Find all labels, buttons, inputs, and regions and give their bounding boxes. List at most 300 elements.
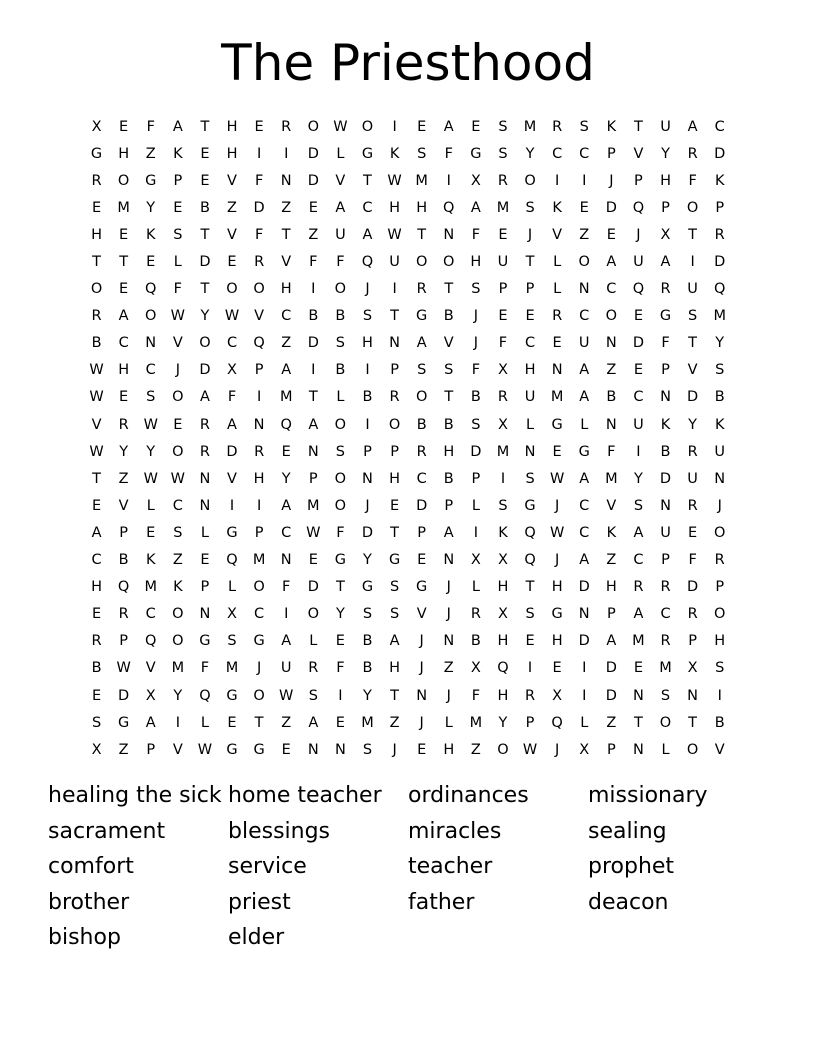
- grid-letter: F: [444, 145, 453, 162]
- grid-letter: D: [578, 633, 590, 650]
- grid-letter: H: [389, 660, 401, 677]
- grid-letter: L: [580, 416, 589, 433]
- grid-letter: K: [389, 145, 400, 162]
- grid-letter: W: [170, 308, 185, 325]
- grid-letter: N: [307, 443, 319, 460]
- grid-letter: C: [552, 145, 563, 162]
- grid-letter: E: [552, 335, 562, 352]
- grid-letter: X: [227, 606, 237, 623]
- grid-letter: P: [417, 524, 427, 541]
- grid-letter: P: [200, 579, 210, 596]
- grid-letter: D: [687, 389, 699, 406]
- grid-letter: O: [334, 470, 347, 487]
- grid-letter: O: [686, 741, 699, 758]
- grid-letter: M: [279, 389, 293, 406]
- grid-letter: Q: [713, 281, 726, 298]
- grid-letter: J: [419, 714, 424, 731]
- grid-letter: I: [473, 524, 478, 541]
- grid-letter: Q: [199, 687, 211, 704]
- grid-letter: N: [443, 226, 455, 243]
- grid-letter: X: [470, 552, 481, 569]
- grid-letter: J: [446, 687, 451, 704]
- grid-letter: T: [633, 118, 643, 135]
- grid-letter: U: [280, 660, 292, 677]
- grid-letter: A: [606, 633, 617, 650]
- grid-letter: T: [119, 254, 129, 271]
- word-list-item: missionary: [588, 783, 708, 808]
- grid-letter: C: [118, 335, 129, 352]
- grid-letter: Q: [632, 199, 645, 216]
- grid-row: [83, 519, 735, 546]
- grid-row: [83, 330, 735, 357]
- grid-letter: U: [578, 335, 590, 352]
- grid-letter: O: [90, 281, 103, 298]
- grid-letter: B: [91, 335, 102, 352]
- grid-letter: C: [714, 118, 725, 135]
- grid-letter: E: [552, 443, 562, 460]
- grid-letter: A: [579, 389, 590, 406]
- grid-letter: T: [92, 470, 101, 487]
- grid-letter: O: [117, 172, 130, 189]
- grid-letter: G: [416, 308, 428, 325]
- grid-letter: N: [416, 687, 428, 704]
- grid-letter: C: [606, 281, 617, 298]
- grid-row: [83, 574, 735, 601]
- grid-letter: D: [307, 579, 319, 596]
- grid-letter: F: [200, 660, 210, 677]
- grid-letter: Q: [497, 660, 509, 677]
- grid-letter: E: [146, 254, 156, 271]
- grid-letter: U: [633, 416, 644, 433]
- grid-letter: E: [552, 660, 562, 677]
- grid-letter: P: [146, 741, 156, 758]
- grid-letter: A: [687, 118, 698, 135]
- grid-letter: Y: [661, 145, 670, 162]
- grid-letter: I: [582, 687, 587, 704]
- grid-letter: T: [688, 226, 698, 243]
- grid-letter: N: [199, 606, 211, 623]
- grid-letter: F: [282, 579, 291, 596]
- grid-letter: W: [387, 226, 402, 243]
- grid-letter: O: [253, 281, 265, 298]
- grid-letter: X: [687, 660, 698, 677]
- grid-letter: W: [387, 172, 402, 189]
- grid-letter: O: [524, 172, 536, 189]
- grid-letter: D: [659, 470, 672, 487]
- grid-letter: S: [498, 118, 508, 135]
- grid-letter: M: [361, 714, 374, 731]
- grid-letter: C: [226, 335, 238, 352]
- grid-letter: H: [470, 254, 482, 271]
- grid-letter: C: [524, 335, 536, 352]
- grid-letter: D: [632, 335, 644, 352]
- grid-letter: R: [470, 606, 481, 623]
- grid-letter: X: [497, 416, 508, 433]
- grid-letter: P: [661, 362, 670, 379]
- grid-letter: V: [714, 741, 725, 758]
- grid-letter: H: [91, 226, 102, 243]
- grid-letter: G: [659, 308, 672, 325]
- grid-letter: F: [688, 552, 697, 569]
- grid-letter: S: [91, 714, 102, 731]
- grid-letter: B: [470, 633, 481, 650]
- grid-letter: Q: [551, 714, 563, 731]
- grid-letter: M: [713, 308, 726, 325]
- grid-letter: R: [118, 416, 129, 433]
- grid-letter: I: [446, 172, 451, 189]
- grid-letter: R: [199, 416, 210, 433]
- grid-row: [83, 709, 735, 736]
- grid-letter: V: [687, 362, 698, 379]
- grid-letter: C: [281, 308, 292, 325]
- word-list-item: home teacher: [228, 783, 382, 808]
- grid-letter: L: [200, 524, 209, 541]
- grid-letter: A: [633, 606, 644, 623]
- grid-letter: V: [118, 497, 129, 514]
- grid-letter: F: [173, 281, 182, 298]
- grid-letter: H: [226, 145, 238, 162]
- grid-letter: J: [527, 226, 533, 243]
- grid-letter: L: [146, 497, 155, 514]
- grid-letter: H: [389, 199, 401, 216]
- grid-letter: D: [605, 687, 617, 704]
- grid-letter: E: [227, 254, 237, 271]
- grid-letter: F: [336, 660, 345, 677]
- grid-letter: E: [633, 308, 643, 325]
- grid-letter: L: [173, 254, 182, 271]
- grid-letter: W: [279, 687, 294, 704]
- grid-letter: X: [227, 362, 237, 379]
- grid-letter: T: [335, 579, 345, 596]
- word-list: [48, 778, 788, 956]
- grid-letter: E: [173, 199, 183, 216]
- grid-letter: Q: [280, 416, 292, 433]
- grid-letter: R: [525, 687, 536, 704]
- grid-letter: O: [605, 308, 618, 325]
- grid-letter: D: [307, 172, 319, 189]
- grid-letter: P: [634, 172, 643, 189]
- grid-letter: I: [527, 660, 533, 677]
- grid-letter: U: [687, 470, 698, 487]
- grid-letter: W: [89, 389, 104, 406]
- grid-letter: T: [308, 389, 318, 406]
- grid-letter: E: [525, 308, 535, 325]
- grid-letter: X: [470, 660, 481, 677]
- grid-letter: H: [389, 470, 401, 487]
- grid-letter: I: [175, 714, 180, 731]
- grid-letter: C: [145, 606, 156, 623]
- grid-letter: I: [365, 416, 370, 433]
- grid-letter: B: [714, 389, 725, 406]
- grid-letter: E: [579, 199, 589, 216]
- grid-letter: M: [632, 633, 645, 650]
- grid-letter: R: [199, 443, 210, 460]
- grid-letter: T: [200, 281, 210, 298]
- grid-letter: E: [254, 118, 264, 135]
- grid-letter: H: [416, 199, 428, 216]
- grid-letter: I: [338, 687, 343, 704]
- grid-letter: Z: [579, 226, 590, 243]
- grid-letter: R: [687, 497, 698, 514]
- grid-letter: F: [607, 443, 616, 460]
- grid-letter: W: [89, 362, 104, 379]
- grid-letter: O: [388, 416, 401, 433]
- grid-letter: P: [606, 741, 616, 758]
- grid-letter: U: [389, 254, 400, 271]
- grid-letter: E: [471, 118, 481, 135]
- grid-letter: Y: [363, 687, 372, 704]
- grid-letter: P: [119, 633, 129, 650]
- grid-letter: N: [660, 389, 671, 406]
- grid-letter: O: [172, 633, 184, 650]
- grid-letter: T: [390, 687, 399, 704]
- grid-letter: J: [636, 226, 641, 243]
- grid-row: [83, 140, 735, 167]
- grid-letter: Y: [146, 199, 156, 216]
- grid-letter: J: [256, 660, 262, 677]
- grid-letter: G: [199, 633, 211, 650]
- grid-letter: E: [335, 633, 345, 650]
- grid-letter: N: [578, 281, 590, 298]
- grid-letter: O: [578, 254, 590, 271]
- grid-letter: E: [200, 552, 210, 569]
- grid-row: [83, 655, 735, 682]
- grid-letter: A: [579, 362, 590, 379]
- grid-letter: A: [308, 714, 319, 731]
- grid-letter: M: [496, 443, 510, 460]
- grid-letter: P: [254, 524, 264, 541]
- grid-letter: X: [579, 741, 590, 758]
- grid-letter: N: [443, 633, 455, 650]
- grid-letter: M: [469, 714, 483, 731]
- grid-letter: B: [362, 633, 373, 650]
- grid-letter: S: [335, 335, 345, 352]
- grid-letter: V: [335, 172, 346, 189]
- grid-letter: H: [443, 443, 455, 460]
- page-title: The Priesthood: [221, 34, 595, 92]
- grid-letter: S: [362, 308, 373, 325]
- grid-letter: E: [389, 497, 400, 514]
- grid-letter: M: [659, 660, 672, 677]
- grid-letter: P: [606, 145, 616, 162]
- grid-letter: N: [280, 552, 292, 569]
- word-list-item: father: [408, 889, 475, 915]
- grid-letter: R: [660, 579, 671, 596]
- grid-letter: K: [714, 416, 725, 433]
- grid-letter: K: [714, 172, 725, 189]
- grid-letter: V: [227, 172, 237, 189]
- grid-letter: K: [173, 579, 183, 596]
- grid-letter: J: [555, 552, 560, 569]
- grid-letter: V: [172, 741, 183, 758]
- word-list-item: teacher: [408, 854, 493, 879]
- grid-letter: P: [688, 633, 697, 650]
- grid-letter: U: [335, 226, 346, 243]
- grid-letter: Q: [253, 335, 265, 352]
- grid-letter: N: [660, 497, 671, 514]
- grid-letter: B: [335, 362, 346, 379]
- grid-row: [83, 411, 735, 438]
- grid-letter: J: [175, 362, 180, 379]
- grid-letter: L: [526, 416, 535, 433]
- grid-letter: Y: [715, 335, 725, 352]
- grid-row: [83, 601, 735, 628]
- grid-letter: A: [606, 254, 617, 271]
- grid-letter: B: [606, 389, 617, 406]
- grid-letter: K: [173, 145, 183, 162]
- grid-letter: E: [119, 226, 129, 243]
- grid-letter: N: [605, 335, 617, 352]
- grid-letter: H: [253, 470, 265, 487]
- word-list-item: ordinances: [408, 783, 529, 808]
- grid-letter: T: [444, 389, 454, 406]
- grid-letter: E: [633, 362, 643, 379]
- grid-letter: S: [498, 145, 508, 162]
- grid-letter: X: [497, 362, 508, 379]
- grid-letter: U: [660, 524, 671, 541]
- grid-letter: P: [444, 497, 454, 514]
- grid-letter: N: [145, 335, 157, 352]
- grid-letter: S: [362, 741, 373, 758]
- grid-letter: Y: [525, 145, 535, 162]
- grid-letter: P: [390, 362, 399, 379]
- grid-letter: C: [579, 145, 590, 162]
- grid-letter: E: [335, 714, 345, 731]
- grid-letter: P: [119, 524, 129, 541]
- grid-letter: A: [281, 362, 292, 379]
- grid-letter: A: [281, 497, 292, 514]
- grid-letter: P: [525, 714, 535, 731]
- grid-letter: G: [253, 633, 265, 650]
- grid-letter: S: [444, 362, 454, 379]
- grid-letter: G: [388, 552, 401, 569]
- grid-letter: Q: [145, 281, 157, 298]
- word-list-item: elder: [228, 925, 285, 950]
- grid-letter: N: [687, 687, 699, 704]
- grid-letter: H: [524, 362, 536, 379]
- grid-letter: I: [690, 254, 695, 271]
- grid-letter: H: [226, 118, 238, 135]
- grid-letter: P: [525, 281, 535, 298]
- grid-letter: S: [146, 389, 156, 406]
- grid-letter: Z: [118, 470, 129, 487]
- grid-letter: G: [416, 579, 428, 596]
- grid-letter: T: [390, 308, 399, 325]
- grid-letter: L: [227, 579, 237, 596]
- grid-letter: B: [443, 416, 454, 433]
- grid-row: [83, 113, 735, 140]
- grid-letter: N: [334, 741, 346, 758]
- grid-letter: I: [284, 145, 289, 162]
- grid-letter: W: [197, 741, 213, 758]
- grid-letter: D: [714, 254, 726, 271]
- grid-letter: S: [417, 145, 427, 162]
- grid-letter: P: [254, 362, 264, 379]
- grid-letter: Q: [226, 552, 238, 569]
- grid-letter: U: [687, 281, 698, 298]
- grid-letter: Y: [335, 606, 345, 623]
- grid-letter: B: [470, 389, 481, 406]
- grid-letter: B: [714, 714, 725, 731]
- letter-grid: [83, 113, 735, 763]
- grid-letter: J: [419, 660, 424, 677]
- grid-letter: C: [416, 470, 427, 487]
- grid-letter: N: [362, 470, 373, 487]
- grid-letter: U: [524, 389, 536, 406]
- grid-letter: L: [661, 741, 670, 758]
- grid-row: [83, 167, 735, 194]
- grid-letter: K: [552, 199, 562, 216]
- grid-letter: I: [717, 687, 722, 704]
- grid-letter: D: [307, 335, 319, 352]
- grid-letter: O: [334, 416, 347, 433]
- grid-letter: Y: [688, 416, 698, 433]
- grid-letter: S: [362, 606, 373, 623]
- grid-row: [83, 276, 735, 303]
- grid-letter: I: [256, 389, 262, 406]
- grid-letter: F: [471, 687, 481, 704]
- grid-letter: M: [496, 199, 510, 216]
- grid-letter: P: [363, 443, 372, 460]
- grid-letter: I: [582, 172, 587, 189]
- grid-letter: B: [362, 660, 373, 677]
- grid-letter: Z: [145, 145, 156, 162]
- grid-letter: E: [91, 199, 102, 216]
- grid-letter: R: [497, 172, 508, 189]
- grid-letter: R: [714, 552, 725, 569]
- grid-letter: H: [497, 687, 509, 704]
- grid-letter: H: [118, 362, 130, 379]
- grid-letter: M: [550, 389, 564, 406]
- grid-letter: E: [633, 660, 643, 677]
- grid-letter: R: [91, 633, 102, 650]
- grid-letter: S: [715, 362, 725, 379]
- grid-letter: D: [416, 497, 428, 514]
- grid-letter: C: [254, 606, 265, 623]
- grid-letter: X: [497, 606, 508, 623]
- grid-row: [83, 492, 735, 519]
- grid-letter: M: [415, 172, 428, 189]
- grid-letter: Y: [146, 443, 156, 460]
- grid-letter: F: [336, 254, 345, 271]
- grid-letter: U: [497, 254, 509, 271]
- grid-letter: G: [145, 172, 157, 189]
- grid-letter: O: [307, 606, 319, 623]
- grid-letter: S: [525, 199, 535, 216]
- grid-letter: V: [227, 226, 237, 243]
- grid-letter: A: [281, 633, 292, 650]
- grid-letter: R: [389, 389, 400, 406]
- grid-letter: R: [416, 281, 427, 298]
- grid-letter: Q: [443, 199, 455, 216]
- grid-letter: W: [549, 524, 565, 541]
- grid-letter: I: [365, 362, 370, 379]
- grid-letter: R: [416, 443, 427, 460]
- grid-letter: G: [524, 497, 536, 514]
- grid-letter: Y: [200, 308, 210, 325]
- grid-row: [83, 248, 735, 275]
- word-list-item: comfort: [48, 854, 134, 879]
- grid-letter: S: [389, 606, 400, 623]
- grid-letter: J: [609, 172, 614, 189]
- grid-letter: S: [633, 497, 644, 514]
- grid-letter: L: [336, 389, 345, 406]
- grid-letter: S: [335, 443, 345, 460]
- grid-letter: F: [146, 118, 155, 135]
- grid-letter: V: [443, 335, 454, 352]
- grid-letter: E: [417, 118, 427, 135]
- grid-letter: E: [688, 524, 698, 541]
